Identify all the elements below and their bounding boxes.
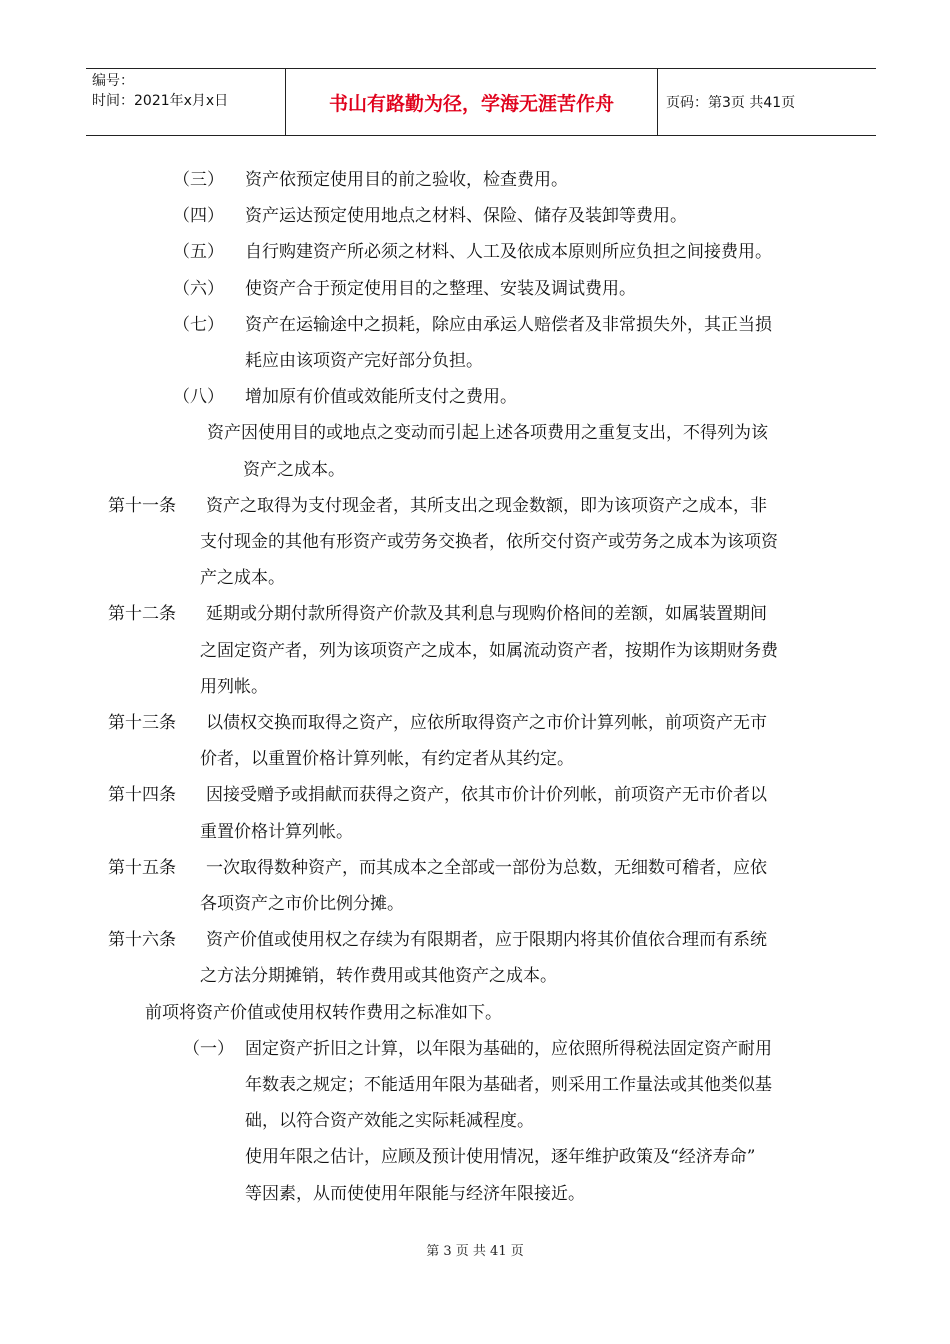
intro-text: 前项将资产价值或使用权转作费用之标准如下。 — [145, 1002, 502, 1023]
item-label: （三） — [173, 170, 224, 190]
header-motto: 书山有路勤为径，学海无涯苦作舟 — [286, 69, 658, 135]
subitem-text: 等因素，从而使使用年限能与经济年限接近。 — [245, 1183, 585, 1204]
article-text: 用列帐。 — [200, 676, 268, 697]
article-text: 支付现金的其他有形资产或劳务交换者，依所交付资产或劳务之成本为该项资 — [200, 532, 778, 552]
header-page-info: 页码：第3页 共41页 — [666, 95, 796, 111]
page-header — [86, 68, 876, 136]
article-label: 第十一条 — [108, 495, 176, 516]
subitem-label: （一） — [183, 1038, 234, 1059]
item-text: 资产运达预定使用地点之材料、保险、储存及装卸等费用。 — [245, 206, 687, 227]
item-label: （五） — [173, 242, 224, 263]
article-text: 资产价值或使用权之存续为有限期者，应于限期内将其价值依合理而有系统 — [206, 930, 767, 951]
item-label: （八） — [173, 387, 224, 408]
article-label: 第十六条 — [108, 930, 176, 951]
article-text: 一次取得数种资产，而其成本之全部或一部份为总数，无细数可稽者，应依 — [206, 857, 767, 878]
article-label: 第十五条 — [108, 857, 176, 878]
article-text: 重置价格计算列帐。 — [200, 821, 353, 842]
note-text: 资产因使用目的或地点之变动而引起上述各项费用之重复支出，不得列为该 — [207, 423, 768, 444]
item-label: （四） — [173, 206, 224, 227]
subitem-text: 础，以符合资产效能之实际耗减程度。 — [245, 1111, 534, 1132]
item-label: （六） — [173, 278, 224, 299]
subitem-text: 固定资产折旧之计算，以年限为基础的，应依照所得税法固定资产耐用 — [245, 1038, 772, 1059]
number-label: 编号： — [92, 73, 134, 89]
article-text: 价者，以重置价格计算列帐，有约定者从其约定。 — [200, 749, 574, 770]
article-text: 因接受赠予或捐献而获得之资产，依其市价计价列帐，前项资产无市价者以 — [206, 785, 767, 806]
article-text: 以债权交换而取得之资产，应依所取得资产之市价计算列帐，前项资产无市 — [206, 713, 767, 733]
item-text: 耗应由该项资产完好部分负担。 — [245, 351, 483, 371]
item-text: 资产依预定使用目的前之验收，检查费用。 — [245, 170, 568, 190]
item-text: 增加原有价值或效能所支付之费用。 — [245, 387, 517, 408]
article-text: 各项资产之市价比例分摊。 — [200, 894, 404, 914]
article-label: 第十三条 — [108, 713, 176, 733]
item-text: 使资产合于预定使用目的之整理、安装及调试费用。 — [245, 278, 636, 299]
item-label: （七） — [173, 314, 224, 335]
item-text: 资产在运输途中之损耗，除应由承运人赔偿者及非常损失外，其正当损 — [245, 314, 772, 335]
subitem-text: 年数表之规定；不能适用年限为基础者，则采用工作量法或其他类似基 — [245, 1075, 772, 1095]
article-text: 产之成本。 — [200, 568, 285, 589]
article-label: 第十四条 — [108, 785, 176, 806]
article-text: 延期或分期付款所得资产价款及其利息与现购价格间的差额，如属装置期间 — [206, 604, 767, 625]
article-text: 资产之取得为支付现金者，其所支出之现金数额，即为该项资产之成本，非 — [206, 495, 767, 516]
note-text: 资产之成本。 — [243, 459, 345, 480]
article-text: 之方法分期摊销，转作费用或其他资产之成本。 — [200, 966, 557, 987]
article-text: 之固定资产者，列为该项资产之成本，如属流动资产者，按期作为该期财务费 — [200, 640, 778, 661]
subitem-text: 使用年限之估计，应顾及预计使用情况，逐年维护政策及“经济寿命” — [245, 1147, 756, 1168]
header-meta — [86, 69, 286, 135]
item-text: 自行购建资产所必须之材料、人工及依成本原则所应负担之间接费用。 — [245, 242, 772, 263]
time-label: 时间：2021年x月x日 — [92, 93, 229, 109]
page-footer: 第 3 页 共 41 页 — [426, 1244, 524, 1259]
article-label: 第十二条 — [108, 604, 176, 625]
